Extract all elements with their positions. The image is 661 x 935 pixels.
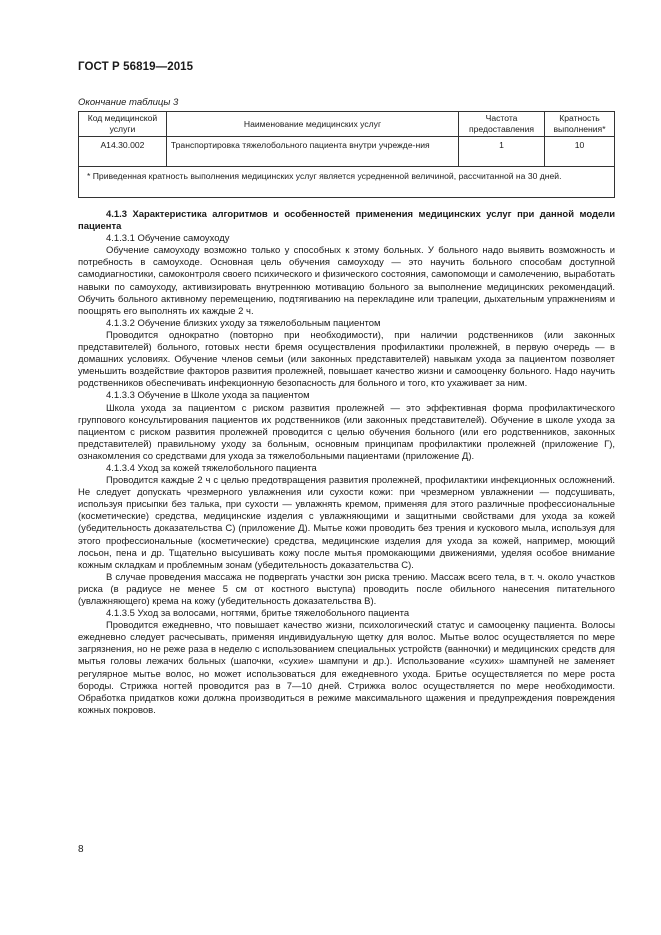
subsection-title-hair-nails: 4.1.3.5 Уход за волосами, ногтями, бритье тяжелобольного пациента — [106, 608, 410, 620]
subsection-title-skin-care: 4.1.3.4 Уход за кожей тяжелобольного пациента — [106, 462, 317, 474]
table-row — [79, 137, 615, 167]
section-body — [78, 209, 615, 717]
cell-name: Транспортировка тяжелобольного пациента внутри учрежде-ния — [166, 137, 458, 167]
cell-code: А14.30.002 — [79, 137, 167, 167]
subsection-title-family-training: 4.1.3.2 Обучение близких уходу за тяжелобольным пациентом — [106, 317, 381, 329]
col-header-multiplicity: Кратность выполнения* — [545, 112, 615, 137]
cell-frequency: 1 — [459, 137, 545, 167]
subsection-title-self-care: 4.1.3.1 Обучение самоуходу — [106, 233, 230, 245]
col-header-frequency: Частота предоставления — [459, 112, 545, 137]
paragraph: Проводится каждые 2 ч с целью предотвращения развития пролежней, профилактики инфекционных осложнений. Не следует допускать чрезмерного увлажнения или сухости кожи: при чрезмерном увлажнении — подсушивать, используя присыпки без талька, при сухости — увлажнять кремом, применяя для этого различные профессиональные (косметические) средства, медицинские изделия с увлажняющими и защитными свойствами для ухода за кожей (убедительность доказательства С) (приложение Д). Мытье кожи проводить без трения и кускового мыла, используя для этого профессиональные (косметические) средства, медицинские изделия для ухода за кожей, например, моющий лосьон, пена и др. Тщательно высушивать кожу после мытья промокающими движениями, уделяя особое внимание кожным складкам и проблемным зонам (убедительность доказательства С). — [78, 475, 615, 571]
paragraph: Проводится ежедневно, что повышает качество жизни, психологический статус и самооценку пациента. Волосы ежедневно следует расчесывать, применяя индивидуальную щетку для волос. Мытье волос осуществляется по мере загрязнения, но не реже раза в неделю с использованием специальных устройств (ванночки) и медицинских средств для мытья головы лежачих больных (шапочки, «сухие» шампуни и др.). Использование «сухих» шампуней не заменяет регулярное мытье волос, но может использоваться для ежедневного ухода. Бритье осуществляется по мере роста бороды. Стрижка ногтей проводится раз в 7—10 дней. Стрижка волос осуществляется по мере необходимости. Обработка придатков кожи должна производиться в режиме максимального щажения и предупреждения повреждения кожных покровов. — [78, 620, 615, 716]
subsection-title-care-school: 4.1.3.3 Обучение в Школе ухода за пациентом — [106, 390, 310, 402]
section-title: 4.1.3 Характеристика алгоритмов и особенностей применения медицинских услуг при данной модели пациента — [78, 209, 615, 233]
table-footnote-row — [79, 167, 615, 198]
col-header-name: Наименование медицинских услуг — [166, 112, 458, 137]
table-header-row — [79, 112, 615, 137]
paragraph: В случае проведения массажа не подвергать участки зон риска трению. Массаж всего тела, в т. ч. около участков риска (в радиусе не менее 5 см от костного выступа) проводить после обильного нанесения питательного (увлажняющего) крема на кожу (убедительность доказательства В). — [78, 571, 615, 607]
standard-header: ГОСТ Р 56819—2015 — [78, 61, 194, 73]
cell-multiplicity: 10 — [545, 137, 615, 167]
paragraph: Обучение самоуходу возможно только у способных к этому больных. У больного надо выявить возможность и потребность в самоуходе. Основная цель обучения самоуходу — это научить больного способам доступной самодиагностики, самоконтроля своего психического и физического состояния, самопомощи и самолечению, выработать навыки по самоуходу, активизировать внутреннюю мотивацию больного за выполнение медицинских рекомендаций. Обучить больного активному перемещению, подтягиванию на перекладине или трапеции, дыхательным упражнениям и поощрять его выполнять их каждые 2 ч. — [78, 245, 615, 317]
table-footnote: * Приведенная кратность выполнения медицинских услуг является усредненной величиной, рассчитанной на 30 дней. — [79, 167, 615, 198]
page-number: 8 — [78, 844, 84, 855]
paragraph: Проводится однократно (повторно при необходимости), при наличии родственников (или законных представителей) больного, готовых нести бремя осуществления профилактики пролежней, в первую очередь — в домашних условиях. Обучение членов семьи (или законных представителей) навыкам ухода за пациентом позволяет уменьшить воздействие факторов развития пролежней, повышает качество жизни и самооценку больного. Надо научить родственников обеспечивать инфекционную безопасность для больного и того, кто ухаживает за ним. — [78, 329, 615, 390]
services-table — [78, 111, 615, 198]
col-header-code: Код медицинской услуги — [79, 112, 167, 137]
table-caption: Окончание таблицы 3 — [78, 97, 179, 108]
paragraph: Школа ухода за пациентом с риском развития пролежней — это эффективная форма профилактического группового консультирования пациентов их родственников (или законных представителей). Обучение в школе ухода за пациентом с риском развития пролежней проводится с целью обучения больного (или его родственников, законных представителей) правильному уходу за больным, основным принципам профилактики пролежней (приложение Г), ознакомления со средствами для ухода за тяжелобольными пациентами (приложение Д). — [78, 402, 615, 462]
